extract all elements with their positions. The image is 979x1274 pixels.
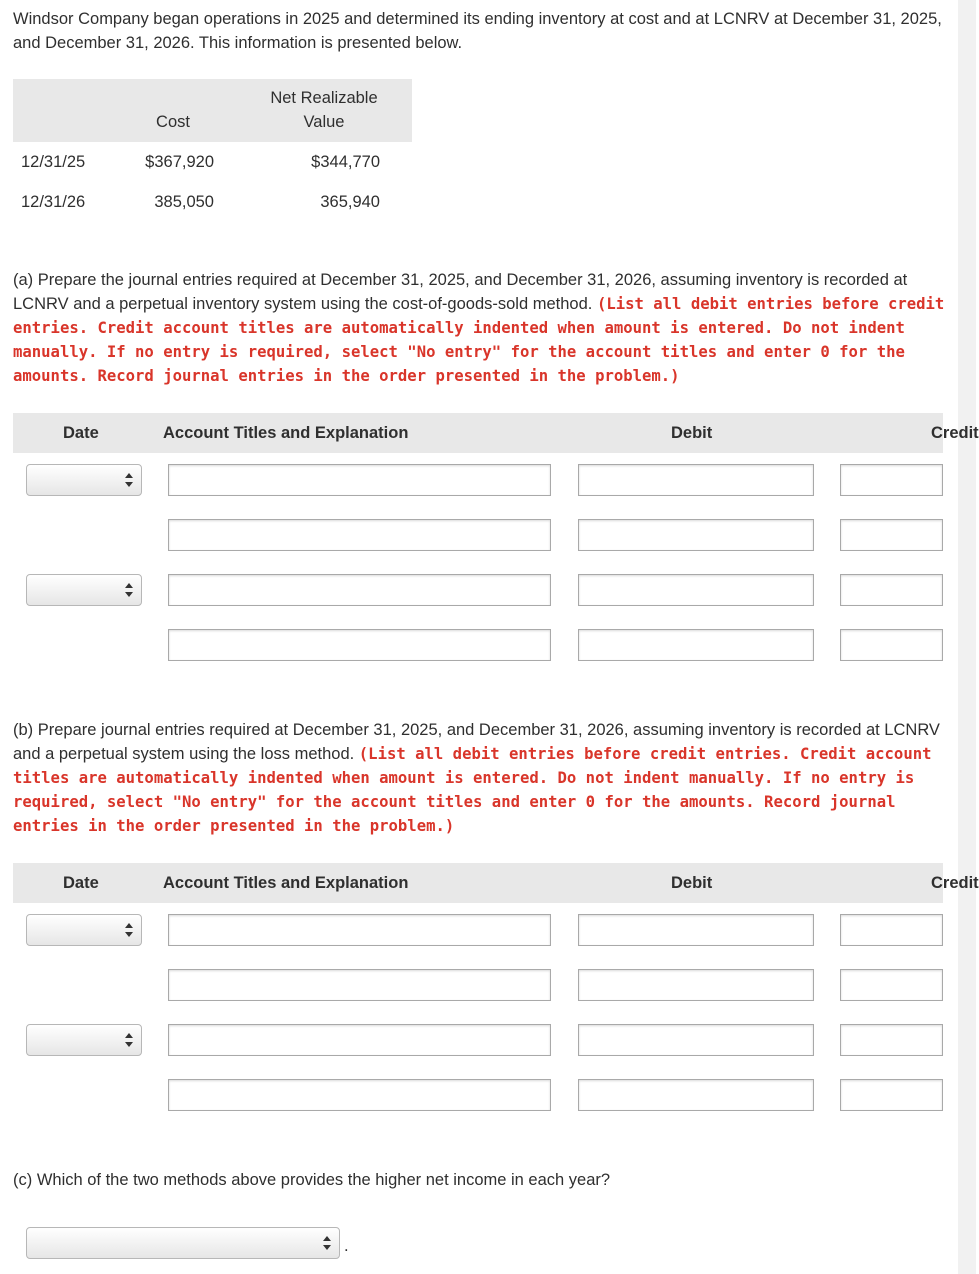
date-select[interactable] [26, 914, 142, 946]
inventory-row-cost: $367,920 [145, 153, 214, 171]
inventory-row-nrv: $344,770 [311, 153, 380, 171]
debit-column-header: Debit [671, 424, 713, 442]
part-a-prompt [13, 268, 948, 388]
account-title-input[interactable] [168, 914, 551, 946]
debit-input[interactable] [578, 464, 814, 496]
up-down-arrows-icon [125, 923, 133, 937]
up-down-arrows-icon [323, 1236, 331, 1250]
nrv-header-line2: Value [303, 113, 345, 131]
account-title-input[interactable] [168, 574, 551, 606]
credit-input[interactable] [840, 969, 943, 1001]
account-title-input[interactable] [168, 969, 551, 1001]
credit-input[interactable] [840, 1079, 943, 1111]
credit-input[interactable] [840, 629, 943, 661]
inventory-row-cost: 385,050 [154, 193, 214, 211]
inventory-row-date: 12/31/26 [21, 193, 86, 211]
date-column-header: Date [63, 424, 99, 442]
date-select[interactable] [26, 464, 142, 496]
part-a-instructions: (List all debit entries before credit entries. Credit account titles are automatically indented when amount is entered. Do not indent manually. If no entry is required, select "No entry" for the account titles and enter 0 for the amounts. Record journal entries in the order presented in the problem.) [13, 295, 945, 385]
credit-input[interactable] [840, 464, 943, 496]
part-c-question: (c) Which of the two methods above provides the higher net income in each year? [13, 1171, 611, 1189]
part-a-question: (a) Prepare the journal entries required at December 31, 2025, and December 31, 2026, assuming inventory is recorded at LCNRV and a perpetual inventory system using the cost-of-goods-sold method. [13, 271, 908, 313]
journal-a-header [13, 413, 979, 453]
date-column-header: Date [63, 874, 99, 892]
account-title-input[interactable] [168, 519, 551, 551]
account-column-header: Account Titles and Explanation [163, 424, 409, 442]
inventory-table-header [13, 79, 412, 142]
part-b-question: (b) Prepare journal entries required at December 31, 2025, and December 31, 2026, assuming inventory is recorded at LCNRV and a perpetual system using the loss method. [13, 721, 940, 763]
account-column-header: Account Titles and Explanation [163, 874, 409, 892]
up-down-arrows-icon [125, 473, 133, 487]
debit-input[interactable] [578, 519, 814, 551]
trailing-period: . [344, 1237, 349, 1255]
journal-b-header [13, 863, 979, 903]
nrv-header-line1: Net Realizable [270, 89, 378, 107]
problem-intro: Windsor Company began operations in 2025 and determined its ending inventory at cost and at LCNRV at December 31, 2025, and December 31, 2026. This information is presented below. [13, 10, 942, 52]
debit-input[interactable] [578, 969, 814, 1001]
debit-input[interactable] [578, 574, 814, 606]
credit-input[interactable] [840, 1024, 943, 1056]
method-select[interactable] [26, 1227, 340, 1259]
date-select[interactable] [26, 1024, 142, 1056]
account-title-input[interactable] [168, 1024, 551, 1056]
account-title-input[interactable] [168, 1079, 551, 1111]
credit-input[interactable] [840, 574, 943, 606]
credit-input[interactable] [840, 519, 943, 551]
account-title-input[interactable] [168, 464, 551, 496]
credit-column-header: Credit [931, 874, 979, 892]
up-down-arrows-icon [125, 583, 133, 597]
credit-column-header: Credit [931, 424, 979, 442]
credit-input[interactable] [840, 914, 943, 946]
part-b-prompt [13, 718, 948, 838]
page-scrollbar-track [958, 0, 976, 1274]
account-title-input[interactable] [168, 629, 551, 661]
inventory-row-nrv: 365,940 [320, 193, 380, 211]
debit-input[interactable] [578, 1024, 814, 1056]
debit-input[interactable] [578, 914, 814, 946]
inventory-row-date: 12/31/25 [21, 153, 86, 171]
debit-input[interactable] [578, 1079, 814, 1111]
date-select[interactable] [26, 574, 142, 606]
up-down-arrows-icon [125, 1033, 133, 1047]
cost-header: Cost [156, 113, 190, 131]
part-b-instructions: (List all debit entries before credit entries. Credit account titles are automatically indented when amount is entered. Do not indent manually. If no entry is required, select "No entry" for the account titles and enter 0 for the amounts. Record journal entries in the order presented in the problem.) [13, 745, 932, 835]
debit-input[interactable] [578, 629, 814, 661]
debit-column-header: Debit [671, 874, 713, 892]
